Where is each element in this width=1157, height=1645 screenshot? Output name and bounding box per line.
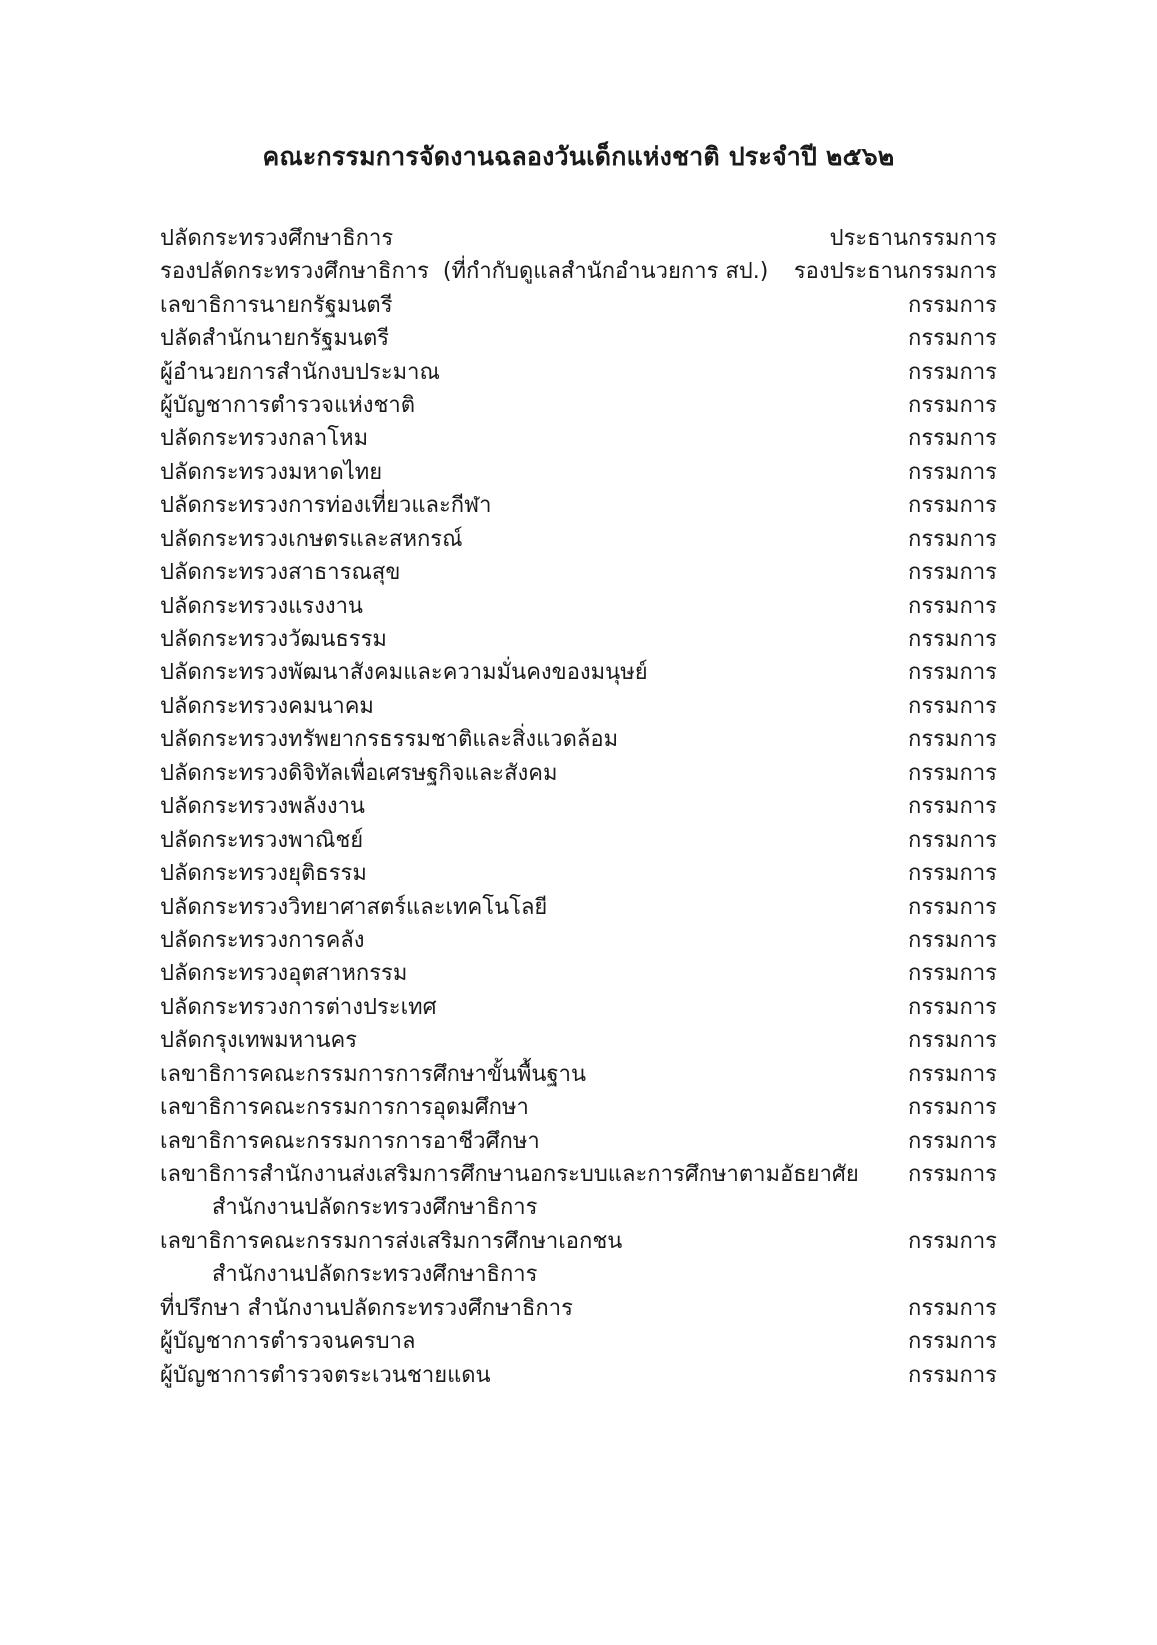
roster-row [160,1359,997,1392]
roster-position: ปลัดกระทรวงวัฒนธรรม [160,627,387,652]
roster-position: ปลัดกระทรวงดิจิทัลเพื่อเศรษฐกิจและสังคม [160,760,558,786]
roster-row [160,322,997,355]
roster-role: กรรมการ [908,426,997,452]
roster-position: ปลัดกระทรวงพาณิชย์ [160,827,364,853]
roster-position: ปลัดกระทรวงแรงงาน [160,593,363,619]
roster-position: ผู้บัญชาการตำรวจนครบาล [160,1329,416,1355]
roster-row [160,1292,997,1325]
roster-row [160,255,997,288]
roster-role: กรรมการ [908,861,997,887]
roster-role: กรรมการ [908,1295,997,1321]
roster-position: เลขาธิการสำนักงานส่งเสริมการศึกษานอกระบบและการศึกษาตามอัธยาศัย [160,1162,859,1187]
page-title: คณะกรรมการจัดงานฉลองวันเด็กแห่งชาติ ประจำปี ๒๕๖๒ [262,142,895,171]
roster-row [160,1158,997,1191]
roster-row [160,1225,997,1258]
roster-row [160,991,997,1024]
roster-position: ปลัดกระทรวงการคลัง [160,927,365,953]
roster-role: ประธานกรรมการ [829,225,997,251]
roster-row [160,757,997,790]
roster-role: กรรมการ [908,760,997,786]
roster-position: ปลัดสำนักนายกรัฐมนตรี [160,326,390,352]
roster-row [160,523,997,556]
roster-role: กรรมการ [908,894,997,920]
roster-role: กรรมการ [908,927,997,953]
roster-row [160,289,997,322]
roster-position: ปลัดกระทรวงศึกษาธิการ [160,225,394,251]
roster-row [160,656,997,689]
roster-row [160,489,997,522]
roster-row [160,456,997,489]
roster-row [160,824,997,857]
roster-role: กรรมการ [908,1095,997,1121]
roster-position: ผู้บัญชาการตำรวจแห่งชาติ [160,392,416,418]
roster-position: ปลัดกระทรวงเกษตรและสหกรณ์ [160,526,463,552]
roster-role: กรรมการ [908,1061,997,1087]
roster-row [160,623,997,656]
roster-row [160,690,997,723]
roster-role: กรรมการ [908,627,997,652]
roster-role: กรรมการ [908,1028,997,1054]
roster-position: เลขาธิการนายกรัฐมนตรี [160,292,393,318]
roster-position: สำนักงานปลัดกระทรวงศึกษาธิการ [212,1195,538,1221]
roster-role: กรรมการ [908,326,997,352]
roster-role: กรรมการ [908,994,997,1020]
roster-row [160,857,997,890]
roster-row [160,422,997,455]
roster-role: กรรมการ [908,359,997,385]
roster-role: กรรมการ [908,493,997,519]
roster-position: ปลัดกระทรวงพลังงาน [160,794,365,820]
roster-role: กรรมการ [908,1329,997,1355]
roster-position: ปลัดกระทรวงทรัพยากรธรรมชาติและสิ่งแวดล้อม [160,727,619,753]
roster-role: กรรมการ [908,292,997,318]
roster-row [160,1125,997,1158]
roster-position: ปลัดกรุงเทพมหานคร [160,1028,358,1054]
roster-position: ปลัดกระทรวงกลาโหม [160,426,369,452]
roster-position: ปลัดกระทรวงสาธารณสุข [160,560,401,586]
roster-position: ผู้อำนวยการสำนักงบประมาณ [160,359,440,385]
roster-role: รองประธานกรรมการ [793,259,997,285]
roster-row [160,556,997,589]
roster-row [160,924,997,957]
committee-roster [160,222,997,1392]
roster-position: ปลัดกระทรวงคมนาคม [160,693,374,719]
roster-row [160,957,997,990]
roster-row [160,389,997,422]
roster-role: กรรมการ [908,1162,997,1187]
roster-role: กรรมการ [908,560,997,586]
roster-row [160,1058,997,1091]
roster-role: กรรมการ [908,593,997,619]
roster-role: กรรมการ [908,1362,997,1388]
roster-position: ผู้บัญชาการตำรวจตระเวนชายแดน [160,1362,491,1388]
roster-role: กรรมการ [908,660,997,686]
roster-row [160,790,997,823]
roster-position: เลขาธิการคณะกรรมการส่งเสริมการศึกษาเอกชน [160,1228,623,1254]
roster-row [160,222,997,255]
roster-position: ที่ปรึกษา สำนักงานปลัดกระทรวงศึกษาธิการ [160,1295,573,1321]
roster-role: กรรมการ [908,526,997,552]
roster-row [160,356,997,389]
roster-position: ปลัดกระทรวงอุตสาหกรรม [160,961,408,987]
roster-position: ปลัดกระทรวงการต่างประเทศ [160,994,437,1020]
roster-role: กรรมการ [908,1128,997,1154]
roster-row [160,1091,997,1124]
roster-row [160,1258,997,1291]
roster-role: กรรมการ [908,827,997,853]
roster-row [160,891,997,924]
roster-position: สำนักงานปลัดกระทรวงศึกษาธิการ [212,1262,538,1288]
roster-role: กรรมการ [908,693,997,719]
roster-row [160,723,997,756]
roster-role: กรรมการ [908,392,997,418]
roster-row [160,1325,997,1358]
roster-position: เลขาธิการคณะกรรมการการศึกษาขั้นพื้นฐาน [160,1061,586,1087]
roster-position: ปลัดกระทรวงมหาดไทย [160,459,383,485]
roster-role: กรรมการ [908,961,997,987]
roster-position: ปลัดกระทรวงวิทยาศาสตร์และเทคโนโลยี [160,894,548,920]
roster-position: เลขาธิการคณะกรรมการการอุดมศึกษา [160,1095,529,1121]
roster-role: กรรมการ [908,727,997,753]
roster-position: ปลัดกระทรวงการท่องเที่ยวและกีฬา [160,493,492,519]
roster-row [160,590,997,623]
roster-position: รองปลัดกระทรวงศึกษาธิการ (ที่กำกับดูแลสำนักอำนวยการ สป.) [160,259,769,285]
roster-row [160,1191,997,1224]
roster-role: กรรมการ [908,459,997,485]
roster-position: เลขาธิการคณะกรรมการการอาชีวศึกษา [160,1128,540,1154]
roster-position: ปลัดกระทรวงพัฒนาสังคมและความมั่นคงของมนุษย์ [160,660,648,686]
roster-position: ปลัดกระทรวงยุติธรรม [160,861,367,887]
roster-role: กรรมการ [908,1228,997,1254]
roster-row [160,1024,997,1057]
roster-role: กรรมการ [908,794,997,820]
